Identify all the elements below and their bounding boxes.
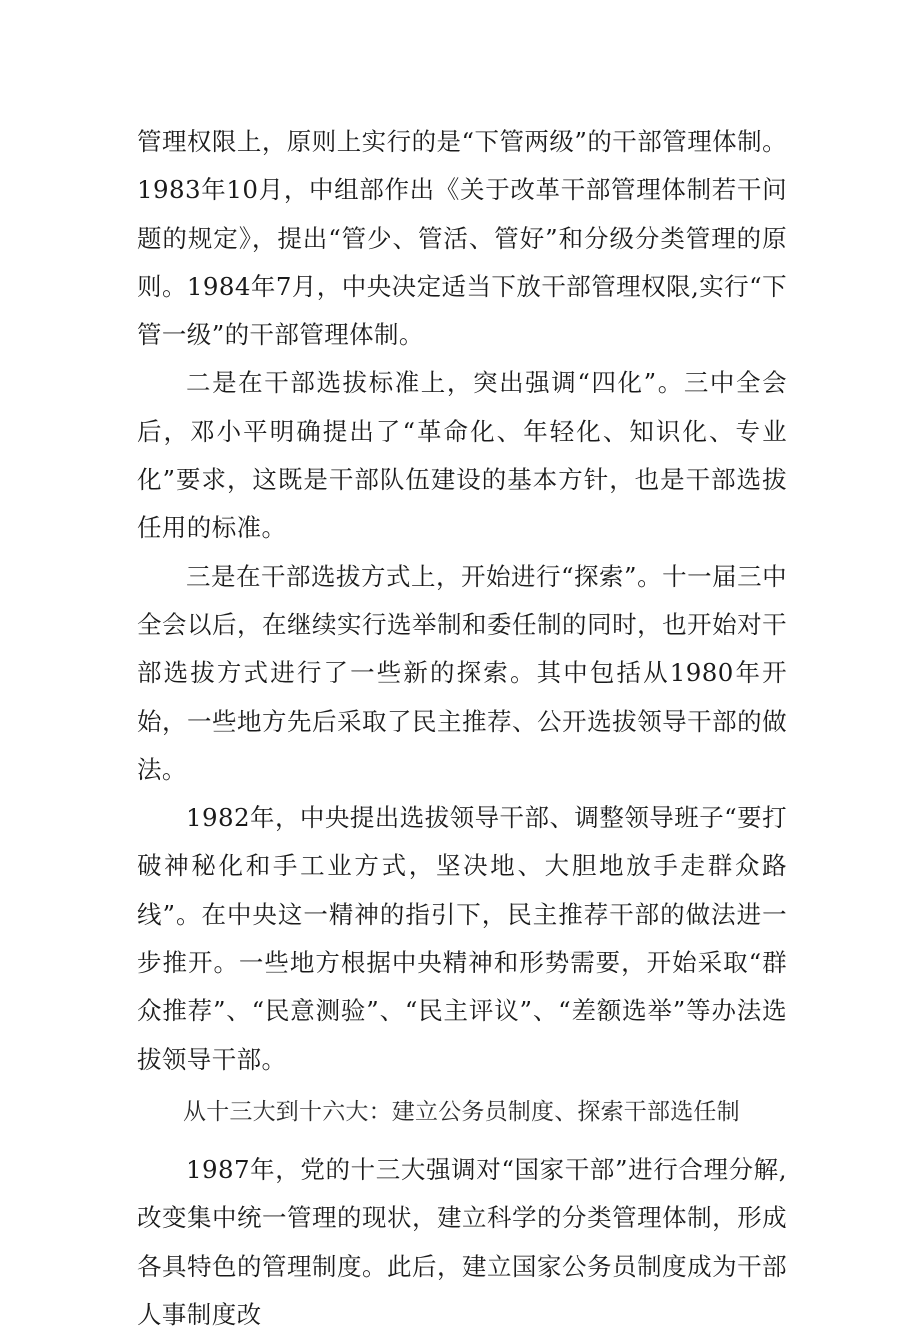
- paragraph-continuation: 管理权限上，原则上实行的是“下管两级”的干部管理体制。1983年10月，中组部作出《关于改革干部管理体制若干问题的规定》，提出“管少、管活、管好”和分级分类管理的原则。1984年7月，中央决定适当下放干部管理权限,实行“下管一级”的干部管理体制。: [137, 127, 787, 350]
- paragraph-selection-standard: 二是在干部选拔标准上，突出强调“四化”。三中全会后，邓小平明确提出了“革命化、年轻化、知识化、专业化”要求，这既是干部队伍建设的基本方针，也是干部选拔任用的标准。: [137, 368, 787, 543]
- paragraph-selection-method: 三是在干部选拔方式上，开始进行“探索”。十一届三中全会以后，在继续实行选举制和委任制的同时，也开始对干部选拔方式进行了一些新的探索。其中包括从1980年开始，一些地方先后采取了民主推荐、公开选拔领导干部的做法。: [137, 561, 787, 784]
- paragraph-1982: 1982年，中央提出选拔领导干部、调整领导班子“要打破神秘化和手工业方式，坚决地、大胆地放手走群众路线”。在中央这一精神的指引下，民主推荐干部的做法进一步推开。一些地方根据中央精神和形势需要，开始采取“群众推荐”、“民意测验”、“民主评议”、“差额选举”等办法选拔领导干部。: [137, 803, 787, 1074]
- paragraph-1987: 1987年，党的十三大强调对“国家干部”进行合理分解,改变集中统一管理的现状，建立科学的分类管理体制，形成各具特色的管理制度。此后，建立国家公务员制度成为干部人事制度改: [137, 1154, 787, 1329]
- section-heading: 从十三大到十六大：建立公务员制度、探索干部选任制: [183, 1098, 740, 1125]
- document-body: [137, 118, 787, 1339]
